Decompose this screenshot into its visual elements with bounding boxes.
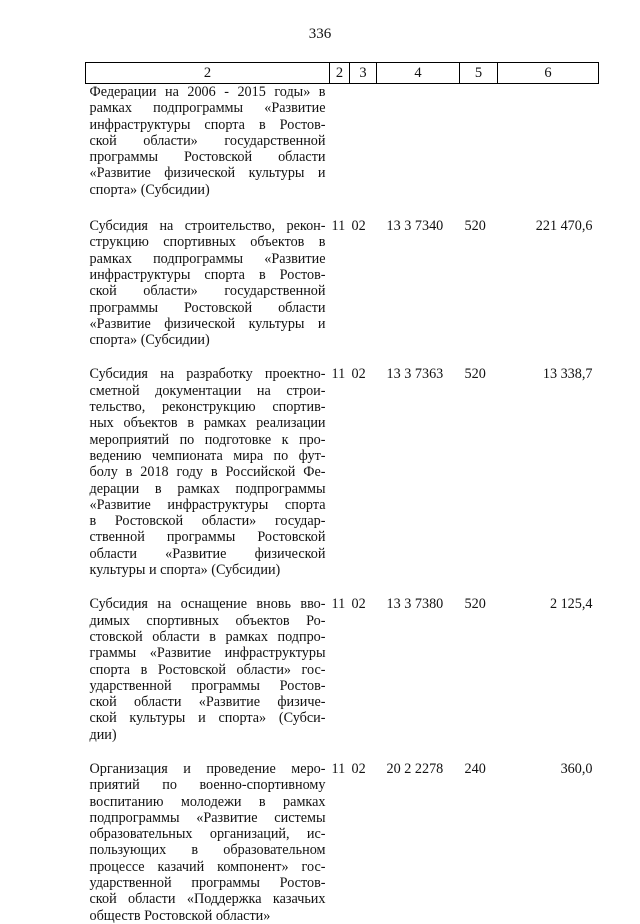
- table-row: [86, 761, 599, 924]
- description-line: «Развитие физической культуры и: [89, 315, 326, 332]
- row-subsection: 02: [351, 760, 366, 777]
- description-line: ных объектов в рамках реализации: [89, 415, 326, 432]
- description-line: Субсидия на строительство, рекон-: [89, 218, 326, 235]
- description-line: ской области» государственной: [89, 283, 326, 300]
- row-amount: 360,0: [560, 760, 593, 777]
- description-line: ведению чемпионата мира по фут-: [89, 447, 326, 464]
- description-line: димых спортивных объектов Ро-: [89, 612, 326, 629]
- description-line: обществ Ростовской области»: [89, 907, 271, 924]
- description-line: рамках подпрограммы «Развитие: [89, 250, 326, 267]
- row-section: 11: [331, 218, 346, 235]
- row-section: 11: [331, 366, 346, 383]
- row-target-article: 20 2 2278: [386, 760, 444, 777]
- table-row: [86, 366, 599, 596]
- row-amount: [498, 84, 599, 219]
- table-row: [86, 596, 599, 761]
- row-subsection: 02: [351, 366, 366, 383]
- description-line: ударственной программы Ростов-: [89, 875, 326, 892]
- row-section: 11: [331, 760, 346, 777]
- description-line: Субсидия на оснащение вновь вво-: [89, 596, 326, 613]
- row-description: [86, 366, 330, 596]
- description-line: «Развитие физической культуры и: [89, 165, 326, 182]
- description-line: процессе казачий компонент» гос-: [89, 858, 326, 875]
- description-line: ударственной программы Ростов-: [89, 677, 326, 694]
- description-line: культуры и спорта» (Субсидии): [89, 562, 281, 579]
- description-line: ской области «Поддержка казачьих: [89, 891, 326, 908]
- description-line: программы Ростовской области: [89, 149, 326, 166]
- budget-table: [85, 62, 599, 924]
- description-line: ской области «Развитие физиче-: [89, 694, 326, 711]
- row-amount: 221 470,6: [535, 218, 593, 235]
- description-line: сметной документации на строи-: [89, 382, 326, 399]
- row-expense-type: 520: [464, 218, 486, 235]
- description-line: программы Ростовской области: [89, 299, 326, 316]
- row-amount: 2 125,4: [549, 596, 593, 613]
- table-row: [86, 84, 599, 219]
- description-line: рамках подпрограммы «Развитие: [89, 100, 326, 117]
- row-description: [86, 218, 330, 366]
- row-description: [86, 84, 330, 219]
- table-header-row: [86, 63, 599, 84]
- description-line: Федерации на 2006 - 2015 годы» в: [89, 84, 326, 100]
- description-line: стовской области в рамках подпро-: [89, 628, 326, 645]
- description-line: струкцию спортивных объектов в: [89, 234, 326, 251]
- row-subsection: [350, 84, 377, 219]
- description-line: спорта» (Субсидии): [89, 332, 210, 349]
- header-col-name: 2: [86, 63, 330, 84]
- description-line: болу в 2018 году в Российской Фе-: [89, 464, 326, 481]
- description-line: ской области» государственной: [89, 132, 326, 149]
- header-col-target: 4: [377, 63, 460, 84]
- description-line: «Развитие инфраструктуры спорта: [89, 496, 326, 513]
- row-subsection: 02: [351, 218, 366, 235]
- description-line: инфраструктуры спорта в Ростов-: [89, 266, 326, 283]
- row-description: [86, 596, 330, 761]
- header-col-section: 2: [330, 63, 350, 84]
- row-amount: 13 338,7: [542, 366, 593, 383]
- description-line: дии): [89, 726, 117, 743]
- description-line: Организация и проведение меро-: [89, 760, 326, 777]
- description-line: приятий по военно-спортивному: [89, 777, 326, 794]
- description-line: тельство, реконструкцию спортив-: [89, 399, 326, 416]
- description-line: дерации в рамках подпрограммы: [89, 480, 326, 497]
- description-line: спорта в Ростовской области» гос-: [89, 661, 326, 678]
- row-expense-type: 520: [464, 366, 486, 383]
- header-col-expense-type: 5: [460, 63, 498, 84]
- row-target-article: 13 3 7380: [386, 596, 444, 613]
- description-line: спорта» (Субсидии): [89, 181, 210, 198]
- description-line: инфраструктуры спорта в Ростов-: [89, 116, 326, 133]
- description-line: образовательных организаций, ис-: [89, 826, 326, 843]
- description-line: подпрограммы «Развитие системы: [89, 809, 326, 826]
- description-line: Субсидия на разработку проектно-: [89, 366, 326, 383]
- row-description: [86, 761, 330, 924]
- row-target-article: [377, 84, 460, 219]
- row-target-article: 13 3 7363: [386, 366, 444, 383]
- description-line: граммы «Развитие инфраструктуры: [89, 645, 326, 662]
- table-row: [86, 218, 599, 366]
- description-line: области «Развитие физической: [89, 545, 326, 562]
- description-line: воспитанию молодежи в рамках: [89, 793, 326, 810]
- row-section: [330, 84, 350, 219]
- description-line: в Ростовской области» государ-: [89, 513, 326, 530]
- row-expense-type: 240: [464, 760, 486, 777]
- row-expense-type: [460, 84, 498, 219]
- row-section: 11: [331, 596, 346, 613]
- header-col-amount: 6: [498, 63, 599, 84]
- description-line: ской культуры и спорта» (Субси-: [89, 710, 326, 727]
- description-line: мероприятий по подготовке к про-: [89, 431, 326, 448]
- header-col-subsection: 3: [350, 63, 377, 84]
- description-line: пользующих в образовательном: [89, 842, 326, 859]
- page-number: 336: [308, 26, 332, 42]
- row-expense-type: 520: [464, 596, 486, 613]
- row-subsection: 02: [351, 596, 366, 613]
- row-target-article: 13 3 7340: [386, 218, 444, 235]
- table-body: [86, 84, 599, 924]
- description-line: ственной программы Ростовской: [89, 529, 326, 546]
